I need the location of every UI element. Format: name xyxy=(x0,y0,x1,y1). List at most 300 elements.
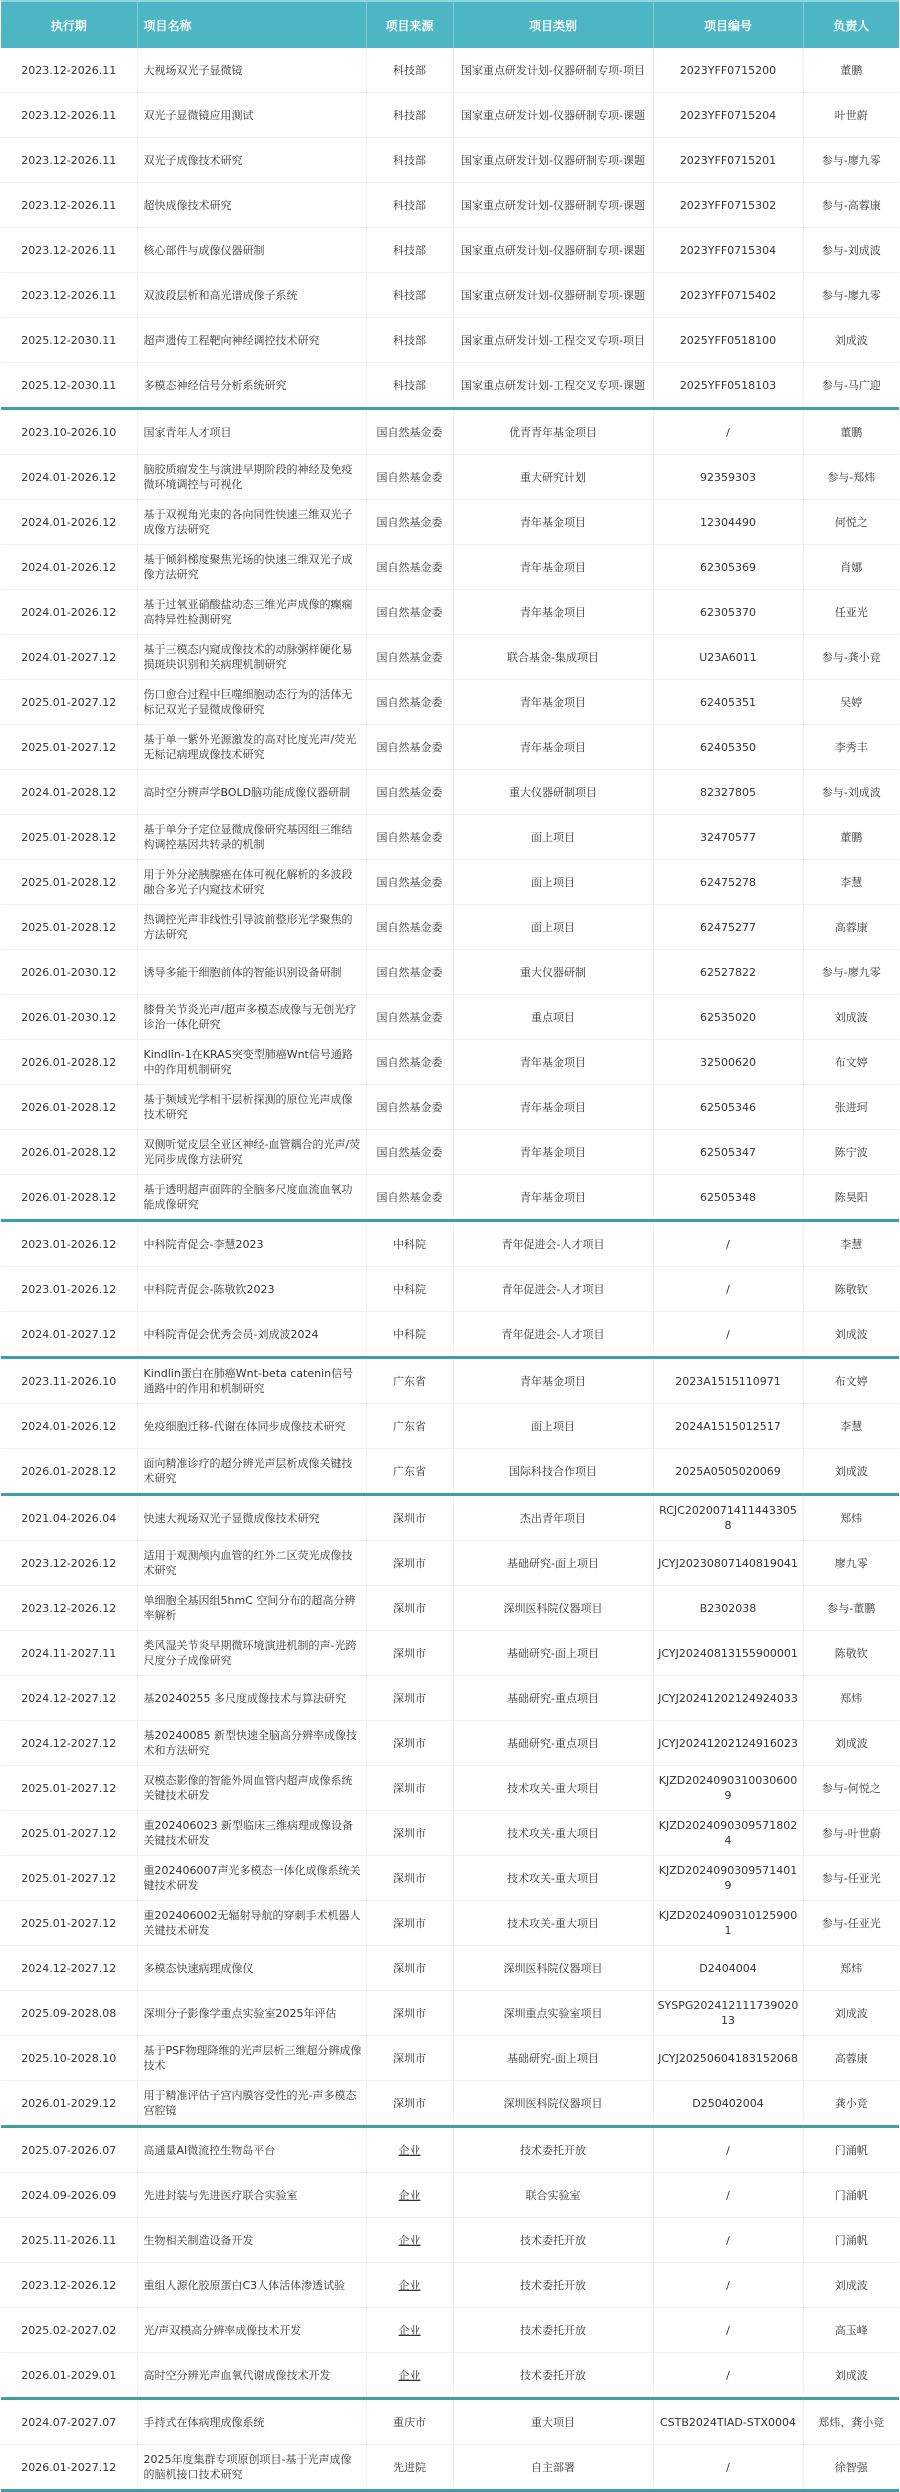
cell-owner xyxy=(803,860,899,905)
cell-project-name-text: 双光子成像技术研究 xyxy=(143,153,243,167)
cell-project-name-text: 核心部件与成像仪器研制 xyxy=(143,243,265,257)
cell-project-name-text: Kindlin蛋白在肺癌Wnt-beta catenin信号通路中的作用和机制研究 xyxy=(143,1367,354,1395)
cell-source-text: 科技部 xyxy=(393,108,426,122)
table-row xyxy=(1,1946,899,1991)
cell-owner-text: 董鹏 xyxy=(840,425,863,439)
table-row xyxy=(1,1495,899,1541)
cell-code xyxy=(653,1766,803,1811)
cell-owner xyxy=(803,1676,899,1721)
cell-owner xyxy=(803,409,899,455)
cell-source xyxy=(366,1901,453,1946)
cell-code xyxy=(653,1358,803,1404)
cell-project-name xyxy=(137,1586,366,1631)
cell-project-name xyxy=(137,2081,366,2127)
cell-owner xyxy=(803,545,899,590)
cell-code-text: U23A6011 xyxy=(699,650,757,664)
cell-project-name xyxy=(137,815,366,860)
cell-period xyxy=(1,815,137,860)
cell-category-text: 面上项目 xyxy=(531,1419,575,1433)
cell-category-text: 青年促进会-人才项目 xyxy=(501,1237,605,1251)
table-row xyxy=(1,545,899,590)
table-row xyxy=(1,183,899,228)
cell-period-text: 2023.12-2026.12 xyxy=(21,2278,117,2292)
cell-owner-text: 陈昊阳 xyxy=(834,1190,868,1204)
cell-period xyxy=(1,1267,137,1312)
cell-code-text: 2024A1515012517 xyxy=(675,1419,781,1433)
cell-project-name xyxy=(137,1676,366,1721)
cell-category xyxy=(453,2173,653,2218)
cell-owner-text: 参与-刘成波 xyxy=(821,785,881,799)
cell-code-text: 62305369 xyxy=(700,560,756,574)
cell-code-text: 12304490 xyxy=(700,515,756,529)
cell-period xyxy=(1,1130,137,1175)
cell-source-text: 企业 xyxy=(398,2143,421,2157)
cell-code-text: 62405351 xyxy=(700,695,756,709)
cell-period xyxy=(1,500,137,545)
cell-source xyxy=(366,2353,453,2399)
table-row xyxy=(1,680,899,725)
cell-category-text: 国家重点研发计划-仪器研制专项-项目 xyxy=(461,63,645,77)
cell-owner xyxy=(803,93,899,138)
cell-category-text: 联合基金-集成项目 xyxy=(507,650,599,664)
cell-project-name-text: 重组人源化胶原蛋白C3人体活体渗透试验 xyxy=(143,2278,346,2292)
cell-code-text: B2302038 xyxy=(699,1601,757,1615)
cell-project-name xyxy=(137,2263,366,2308)
cell-source xyxy=(366,183,453,228)
cell-code-text: 62475277 xyxy=(700,920,756,934)
projects-table xyxy=(1,0,899,2492)
table-row xyxy=(1,2263,899,2308)
cell-period-text: 2024.12-2027.12 xyxy=(21,1691,117,1705)
cell-project-name-text: 重202406002无辐射导航的穿刺手术机器人关键技术研发 xyxy=(143,1909,361,1937)
cell-owner xyxy=(803,2308,899,2353)
cell-category xyxy=(453,1267,653,1312)
cell-source xyxy=(366,905,453,950)
cell-project-name-text: 基于过氧亚硝酸盐动态三维光声成像的癫痫高特异性检测研究 xyxy=(143,598,353,626)
cell-owner-text: 参与-任亚光 xyxy=(821,1916,881,1930)
cell-project-name-text: 高时空分辨光声血氧代谢成像技术开发 xyxy=(143,2368,331,2382)
cell-source xyxy=(366,1085,453,1130)
cell-owner-text: 参与-董鹏 xyxy=(827,1601,876,1615)
cell-category xyxy=(453,2445,653,2491)
cell-project-name-text: 基于单一紫外光源激发的高对比度光声/荧光无标记病理成像技术研究 xyxy=(143,733,357,761)
cell-category-text: 青年基金项目 xyxy=(520,740,586,754)
cell-code-text: / xyxy=(726,2323,730,2337)
cell-category-text: 基础研究-面上项目 xyxy=(507,1646,599,1660)
cell-owner xyxy=(803,1631,899,1676)
cell-period xyxy=(1,1856,137,1901)
cell-project-name xyxy=(137,1946,366,1991)
cell-source xyxy=(366,2173,453,2218)
cell-owner xyxy=(803,995,899,1040)
cell-period xyxy=(1,1946,137,1991)
cell-code xyxy=(653,2399,803,2445)
cell-period xyxy=(1,1404,137,1449)
cell-source xyxy=(366,950,453,995)
cell-project-name xyxy=(137,1991,366,2036)
cell-period-text: 2025.02-2027.02 xyxy=(21,2323,117,2337)
cell-source-text: 深圳市 xyxy=(393,1916,426,1930)
cell-project-name-text: 基20240085 新型快速全脑高分辨率成像技术和方法研究 xyxy=(143,1729,357,1757)
table-row xyxy=(1,1811,899,1856)
table-row xyxy=(1,1721,899,1766)
cell-source-text: 深圳市 xyxy=(393,1781,426,1795)
cell-code xyxy=(653,1991,803,2036)
cell-category-text: 面上项目 xyxy=(531,830,575,844)
cell-project-name-text: 基20240255 多尺度成像技术与算法研究 xyxy=(143,1691,346,1705)
cell-code-text: / xyxy=(726,1282,730,1296)
cell-source xyxy=(366,995,453,1040)
cell-code-text: 82327805 xyxy=(700,785,756,799)
cell-category-text: 青年基金项目 xyxy=(520,605,586,619)
cell-owner-text: 参与-何悦之 xyxy=(821,1781,881,1795)
cell-category xyxy=(453,1541,653,1586)
table-row xyxy=(1,2353,899,2399)
cell-code-text: D250402004 xyxy=(692,2096,764,2110)
cell-period xyxy=(1,1586,137,1631)
cell-category-text: 基础研究-面上项目 xyxy=(507,2051,599,2065)
table-row xyxy=(1,455,899,500)
cell-code-text: KJZD20240903095714019 xyxy=(658,1864,798,1892)
cell-owner-text: 刘成波 xyxy=(834,1464,868,1478)
cell-owner xyxy=(803,1175,899,1221)
cell-code-text: RCJC20200714114433058 xyxy=(659,1504,797,1532)
cell-code xyxy=(653,1040,803,1085)
cell-period-text: 2024.01-2026.12 xyxy=(21,470,117,484)
cell-source-text: 国自然基金委 xyxy=(376,650,443,664)
cell-project-name-text: 生物相关制造设备开发 xyxy=(143,2233,254,2247)
cell-owner-text: 参与-龚小竞 xyxy=(821,650,881,664)
cell-source xyxy=(366,1811,453,1856)
cell-source xyxy=(366,1721,453,1766)
cell-source-text: 先进院 xyxy=(393,2460,426,2474)
cell-category-text: 国家重点研发计划-工程交叉专项-课题 xyxy=(461,378,645,392)
cell-period-text: 2023.12-2026.11 xyxy=(21,198,117,212)
cell-owner-text: 陈敬钦 xyxy=(834,1282,868,1296)
cell-project-name-text: 2025年度集群专项原创项目-基于光声成像的脑机接口技术研究 xyxy=(143,2453,352,2481)
cell-source-text: 国自然基金委 xyxy=(376,875,443,889)
cell-owner-text: 高蓉康 xyxy=(834,2051,868,2065)
cell-source-text: 深圳市 xyxy=(393,1601,426,1615)
cell-owner xyxy=(803,1404,899,1449)
cell-category-text: 技术委托开放 xyxy=(520,2278,586,2292)
cell-source xyxy=(366,363,453,409)
cell-source xyxy=(366,1766,453,1811)
cell-code xyxy=(653,363,803,409)
cell-category xyxy=(453,363,653,409)
table-row xyxy=(1,905,899,950)
cell-source xyxy=(366,1404,453,1449)
table-row xyxy=(1,1175,899,1221)
cell-period-text: 2024.01-2027.12 xyxy=(21,1327,117,1341)
cell-source-text: 中科院 xyxy=(393,1282,426,1296)
cell-owner-text: 郑炜 xyxy=(840,1511,863,1525)
cell-source xyxy=(366,545,453,590)
cell-category-text: 青年基金项目 xyxy=(520,1145,586,1159)
cell-period-text: 2023.01-2026.12 xyxy=(21,1282,117,1296)
cell-project-name xyxy=(137,1811,366,1856)
cell-source-text: 科技部 xyxy=(393,378,426,392)
cell-owner xyxy=(803,1267,899,1312)
cell-category xyxy=(453,455,653,500)
cell-project-name-text: 热调控光声非线性引导波前整形光学聚焦的方法研究 xyxy=(143,913,353,941)
cell-period xyxy=(1,545,137,590)
cell-project-name xyxy=(137,1495,366,1541)
cell-code-text: JCYJ20240813155900001 xyxy=(658,1646,798,1660)
table-row xyxy=(1,2036,899,2081)
cell-source-text: 科技部 xyxy=(393,153,426,167)
table-row xyxy=(1,1856,899,1901)
cell-owner-text: 吴婷 xyxy=(840,695,863,709)
table-row xyxy=(1,2445,899,2491)
cell-code-text: 2023YFF0715200 xyxy=(679,63,777,77)
cell-code-text: 62505346 xyxy=(700,1100,756,1114)
cell-project-name-text: 用于外分泌胰腺癌在体可视化解析的多波段融合多光子内窥技术研究 xyxy=(143,868,353,896)
cell-code xyxy=(653,1631,803,1676)
cell-owner-text: 陈敬钦 xyxy=(834,1646,868,1660)
cell-owner-text: 张进珂 xyxy=(834,1100,868,1114)
cell-category-text: 国家重点研发计划-仪器研制专项-课题 xyxy=(461,153,645,167)
cell-source xyxy=(366,228,453,273)
cell-code xyxy=(653,2218,803,2263)
cell-owner-text: 布文婷 xyxy=(834,1374,868,1388)
cell-source xyxy=(366,2081,453,2127)
cell-source xyxy=(366,2445,453,2491)
cell-source xyxy=(366,1449,453,1495)
header-category: 项目类别 xyxy=(453,1,653,48)
cell-category xyxy=(453,2218,653,2263)
cell-category-text: 杰出青年项目 xyxy=(520,1511,586,1525)
cell-source xyxy=(366,409,453,455)
cell-owner xyxy=(803,1721,899,1766)
cell-source xyxy=(366,1631,453,1676)
cell-owner-text: 参与-廖九零 xyxy=(821,153,881,167)
cell-period-text: 2025.01-2027.12 xyxy=(21,1916,117,1930)
cell-owner-text: 参与-马广迎 xyxy=(821,378,881,392)
cell-period-text: 2026.01-2027.12 xyxy=(21,2460,117,2474)
cell-source-text: 深圳市 xyxy=(393,1511,426,1525)
table-row xyxy=(1,815,899,860)
cell-project-name-text: 大视场双光子显微镜 xyxy=(143,63,243,77)
table-row xyxy=(1,2399,899,2445)
cell-code-text: JCYJ20241202124916023 xyxy=(658,1736,798,1750)
cell-project-name-text: 超快成像技术研究 xyxy=(143,198,232,212)
cell-code xyxy=(653,318,803,363)
cell-category-text: 基础研究-重点项目 xyxy=(507,1736,599,1750)
cell-source-text: 深圳市 xyxy=(393,1961,426,1975)
cell-code-text: 2023A1515110971 xyxy=(675,1374,781,1388)
cell-source-text: 企业 xyxy=(398,2368,421,2382)
cell-period-text: 2026.01-2030.12 xyxy=(21,965,117,979)
cell-source-text: 广东省 xyxy=(393,1419,426,1433)
table-row xyxy=(1,950,899,995)
cell-code xyxy=(653,1312,803,1358)
cell-source-text: 国自然基金委 xyxy=(376,1010,443,1024)
cell-period xyxy=(1,1221,137,1267)
cell-source-text: 深圳市 xyxy=(393,1736,426,1750)
cell-source-text: 深圳市 xyxy=(393,2006,426,2020)
cell-period-text: 2023.11-2026.10 xyxy=(21,1374,117,1388)
cell-project-name xyxy=(137,1541,366,1586)
cell-code-text: JCYJ20241202124924033 xyxy=(658,1691,798,1705)
cell-category-text: 技术委托开放 xyxy=(520,2143,586,2157)
cell-period-text: 2023.12-2026.11 xyxy=(21,108,117,122)
cell-source xyxy=(366,1541,453,1586)
cell-code xyxy=(653,995,803,1040)
cell-project-name xyxy=(137,1901,366,1946)
cell-code-text: 62305370 xyxy=(700,605,756,619)
cell-source xyxy=(366,680,453,725)
cell-source xyxy=(366,770,453,815)
cell-period xyxy=(1,318,137,363)
table-row xyxy=(1,1901,899,1946)
cell-period xyxy=(1,183,137,228)
cell-category xyxy=(453,1312,653,1358)
cell-source-text: 国自然基金委 xyxy=(376,695,443,709)
cell-source-text: 中科院 xyxy=(393,1237,426,1251)
cell-owner xyxy=(803,1586,899,1631)
cell-category xyxy=(453,93,653,138)
cell-period-text: 2025.01-2027.12 xyxy=(21,740,117,754)
cell-project-name-text: 先进封装与先进医疗联合实验室 xyxy=(143,2188,298,2202)
table-row xyxy=(1,1130,899,1175)
cell-project-name xyxy=(137,1449,366,1495)
cell-source-text: 国自然基金委 xyxy=(376,1190,443,1204)
cell-code-text: / xyxy=(726,1327,730,1341)
cell-owner-text: 刘成波 xyxy=(834,1327,868,1341)
cell-source xyxy=(366,2127,453,2173)
cell-period xyxy=(1,1495,137,1541)
cell-owner-text: 参与-任亚光 xyxy=(821,1871,881,1885)
cell-period xyxy=(1,93,137,138)
cell-category-text: 面上项目 xyxy=(531,875,575,889)
cell-category xyxy=(453,1221,653,1267)
cell-source-text: 深圳市 xyxy=(393,1646,426,1660)
cell-project-name xyxy=(137,2308,366,2353)
cell-code xyxy=(653,2308,803,2353)
cell-period xyxy=(1,2127,137,2173)
cell-source xyxy=(366,1856,453,1901)
cell-owner xyxy=(803,2173,899,2218)
cell-category xyxy=(453,1130,653,1175)
cell-code-text: 2023YFF0715204 xyxy=(679,108,777,122)
cell-code xyxy=(653,1085,803,1130)
cell-period xyxy=(1,2263,137,2308)
cell-owner-text: 陈宁波 xyxy=(834,1145,868,1159)
cell-period-text: 2025.07-2026.07 xyxy=(21,2143,117,2157)
cell-period-text: 2024.09-2026.09 xyxy=(21,2188,117,2202)
cell-source xyxy=(366,1221,453,1267)
cell-owner xyxy=(803,815,899,860)
cell-category-text: 技术攻关-重大项目 xyxy=(507,1916,599,1930)
cell-category-text: 重大项目 xyxy=(531,2415,575,2429)
cell-source xyxy=(366,1586,453,1631)
cell-category xyxy=(453,183,653,228)
cell-project-name xyxy=(137,950,366,995)
cell-period-text: 2026.01-2028.12 xyxy=(21,1464,117,1478)
cell-category xyxy=(453,1991,653,2036)
cell-source-text: 深圳市 xyxy=(393,2096,426,2110)
cell-category xyxy=(453,2081,653,2127)
cell-owner-text: 何悦之 xyxy=(834,515,868,529)
cell-project-name-text: 超声遗传工程靶向神经调控技术研究 xyxy=(143,333,320,347)
cell-code xyxy=(653,1541,803,1586)
cell-owner-text: 董鹏 xyxy=(840,63,863,77)
cell-code-text: 2023YFF0715302 xyxy=(679,198,777,212)
cell-project-name xyxy=(137,680,366,725)
cell-owner-text: 李慧 xyxy=(840,1237,863,1251)
cell-period xyxy=(1,1541,137,1586)
table-row xyxy=(1,1991,899,2036)
cell-category xyxy=(453,1085,653,1130)
cell-period-text: 2024.12-2027.12 xyxy=(21,1736,117,1750)
cell-source-text: 深圳市 xyxy=(393,1691,426,1705)
cell-source-text: 深圳市 xyxy=(393,1871,426,1885)
cell-project-name-text: 基于倾斜梯度聚焦光场的快速三维双光子成像方法研究 xyxy=(143,553,353,581)
cell-project-name-text: 双波段层析和高光谱成像子系统 xyxy=(143,288,298,302)
cell-project-name-text: 用于精准评估子宫内膜容受性的光-声多模态宫腔镜 xyxy=(143,2089,357,2117)
cell-source-text: 广东省 xyxy=(393,1374,426,1388)
cell-owner xyxy=(803,1221,899,1267)
table-row xyxy=(1,500,899,545)
table-row xyxy=(1,1358,899,1404)
cell-owner xyxy=(803,363,899,409)
cell-code xyxy=(653,1130,803,1175)
cell-owner-text: 郑炜 xyxy=(840,1691,863,1705)
cell-period xyxy=(1,48,137,93)
cell-source-text: 国自然基金委 xyxy=(376,920,443,934)
cell-code xyxy=(653,2173,803,2218)
cell-category-text: 重大仪器研制项目 xyxy=(509,785,597,799)
cell-code xyxy=(653,770,803,815)
cell-period-text: 2023.12-2026.11 xyxy=(21,63,117,77)
cell-category xyxy=(453,273,653,318)
cell-owner-text: 参与-廖九零 xyxy=(821,965,881,979)
cell-code-text: / xyxy=(726,2460,730,2474)
cell-project-name-text: 深圳分子影像学重点实验室2025年评估 xyxy=(143,2006,337,2020)
cell-owner-text: 刘成波 xyxy=(834,1010,868,1024)
cell-code-text: 62535020 xyxy=(700,1010,756,1024)
cell-project-name xyxy=(137,2173,366,2218)
cell-owner-text: 廖九零 xyxy=(834,1556,868,1570)
cell-code xyxy=(653,815,803,860)
cell-code xyxy=(653,635,803,680)
cell-code xyxy=(653,1175,803,1221)
cell-code xyxy=(653,1449,803,1495)
cell-source-text: 科技部 xyxy=(393,288,426,302)
cell-owner-text: 李秀丰 xyxy=(834,740,868,754)
cell-project-name-text: 重202406007声光多模态一体化成像系统关键技术研发 xyxy=(143,1864,361,1892)
cell-category xyxy=(453,860,653,905)
cell-period xyxy=(1,1901,137,1946)
cell-code xyxy=(653,228,803,273)
cell-project-name xyxy=(137,1631,366,1676)
cell-project-name xyxy=(137,1721,366,1766)
cell-project-name-text: 基于PSF物理降维的光声层析三维超分辨成像技术 xyxy=(143,2044,362,2072)
cell-project-name xyxy=(137,770,366,815)
cell-project-name xyxy=(137,363,366,409)
cell-project-name xyxy=(137,48,366,93)
cell-project-name-text: 快速大视场双光子显微成像技术研究 xyxy=(143,1511,320,1525)
cell-project-name-text: 手持式在体病理成像系统 xyxy=(143,2415,265,2429)
cell-category xyxy=(453,1449,653,1495)
table-row xyxy=(1,1586,899,1631)
cell-code-text: / xyxy=(726,2368,730,2382)
cell-category-text: 青年基金项目 xyxy=(520,695,586,709)
cell-period-text: 2024.01-2026.12 xyxy=(21,605,117,619)
cell-owner xyxy=(803,500,899,545)
cell-source-text: 国自然基金委 xyxy=(376,1145,443,1159)
